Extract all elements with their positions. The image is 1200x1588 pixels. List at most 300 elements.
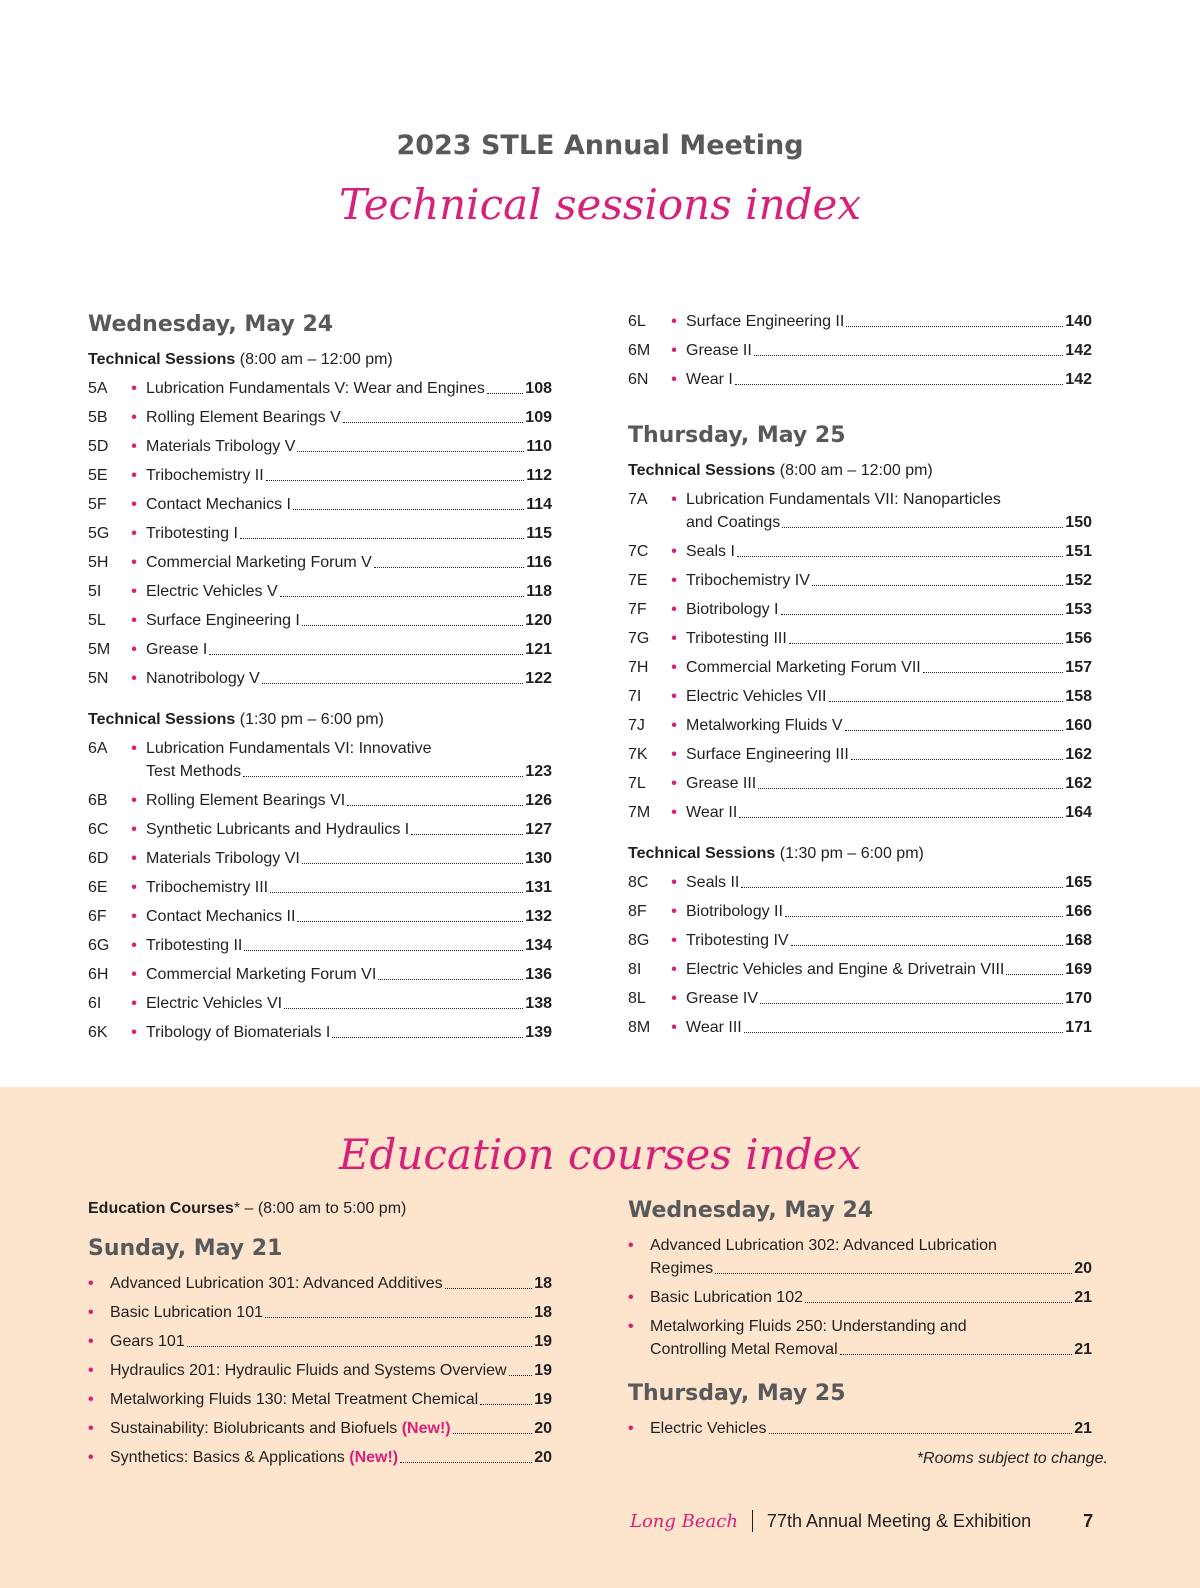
education-intro [88, 1197, 552, 1220]
leader-dots [302, 625, 523, 626]
title-text [146, 580, 278, 603]
session-row [88, 789, 552, 812]
subhead-bold: Technical Sessions [628, 845, 776, 862]
intro-bold: Education Courses [88, 1200, 234, 1217]
session-code: 7M [628, 804, 651, 821]
leader-dots [735, 384, 1063, 385]
title-line: Lubrication Fundamentals VI: Innovative [146, 740, 432, 757]
title-main: Seals II [686, 874, 740, 891]
edu-left-column [88, 1197, 552, 1475]
session-row [628, 310, 1092, 333]
title-text [686, 540, 735, 563]
session-title [146, 1021, 552, 1044]
session-title [146, 963, 552, 986]
session-list [628, 871, 1092, 1039]
title-main: Surface Engineering I [146, 612, 300, 629]
session-title [686, 310, 1092, 333]
page-ref: 166 [1065, 903, 1092, 920]
edu-right-column [628, 1196, 1092, 1446]
bullet-icon: • [671, 746, 677, 763]
course-title [650, 1417, 1092, 1440]
session-row [628, 627, 1092, 650]
page-ref: 114 [526, 496, 552, 513]
title-text [686, 743, 849, 766]
page-ref: 120 [525, 612, 552, 629]
title-main: Biotribology I [686, 601, 779, 618]
session-title [146, 876, 552, 899]
session-title [686, 958, 1092, 981]
title-text [650, 1417, 767, 1440]
bullet-icon: • [131, 879, 137, 896]
page-ref: 110 [526, 438, 552, 455]
session-row [88, 464, 552, 487]
title-text [650, 1286, 803, 1309]
session-title [686, 871, 1092, 894]
title-text [686, 368, 733, 391]
session-title [686, 569, 1092, 592]
course-title [110, 1359, 552, 1382]
leader-dots [845, 730, 1064, 731]
bullet-icon: • [88, 1420, 94, 1437]
session-code: 6I [88, 995, 102, 1012]
session-title [686, 339, 1092, 362]
leader-dots [791, 945, 1064, 946]
page-ref: 160 [1065, 717, 1092, 734]
session-row [88, 493, 552, 516]
title-main: Rolling Element Bearings VI [146, 792, 346, 809]
page-ref: 21 [1074, 1289, 1092, 1306]
leader-dots [840, 1354, 1073, 1355]
bullet-icon: • [671, 932, 677, 949]
session-code: 6A [88, 740, 108, 757]
session-title [686, 714, 1092, 737]
leader-dots [754, 355, 1063, 356]
session-code: 5M [88, 641, 111, 658]
session-title [686, 1016, 1092, 1039]
page-ref: 20 [1074, 1260, 1092, 1277]
leader-dots [302, 863, 523, 864]
session-title [686, 987, 1092, 1010]
session-code: 6B [88, 792, 108, 809]
title-main: Nanotribology V [146, 670, 260, 687]
title-text [686, 871, 739, 894]
bullet-icon: • [88, 1333, 94, 1350]
session-title [146, 522, 552, 545]
title-text: and Coatings [686, 514, 781, 531]
title-text [146, 1021, 330, 1044]
leader-dots [739, 817, 1063, 818]
page-ref: 152 [1065, 572, 1092, 589]
bullet-icon: • [671, 874, 677, 891]
title-text [110, 1446, 398, 1469]
leader-dots [737, 556, 1063, 557]
title-line-2 [686, 511, 1092, 534]
session-title [146, 789, 552, 812]
title-main: Surface Engineering II [686, 313, 845, 330]
title-text [146, 493, 291, 516]
page-ref: 19 [534, 1362, 552, 1379]
bullet-icon: • [671, 543, 677, 560]
title-main: Tribology of Biomaterials I [146, 1024, 331, 1041]
title-main: Surface Engineering III [686, 746, 849, 763]
page-ref: 121 [525, 641, 552, 658]
leader-dots [782, 527, 1063, 528]
bullet-icon: • [671, 371, 677, 388]
title-main: Rolling Element Bearings V [146, 409, 341, 426]
bullet-icon: • [131, 908, 137, 925]
leader-dots [785, 916, 1063, 917]
title-main: Wear III [686, 1019, 742, 1036]
session-code: 8L [628, 990, 646, 1007]
leader-dots [781, 614, 1064, 615]
footer-event: 77th Annual Meeting & Exhibition [766, 1510, 1032, 1531]
session-row [88, 737, 552, 783]
title-main: Metalworking Fluids V [686, 717, 843, 734]
session-title [686, 368, 1092, 391]
title-text [110, 1330, 185, 1353]
title-text [686, 958, 1004, 981]
course-title [650, 1315, 1092, 1361]
session-code: 7E [628, 572, 648, 589]
bullet-icon: • [671, 572, 677, 589]
day-heading: Wednesday, May 24 [628, 1198, 874, 1223]
title-main: Tribotesting III [686, 630, 787, 647]
title-main: Wear II [686, 804, 738, 821]
session-code: 5F [88, 496, 107, 513]
page-ref: 162 [1065, 746, 1092, 763]
session-title [686, 627, 1092, 650]
page-ref: 21 [1074, 1341, 1092, 1358]
course-title [110, 1272, 552, 1295]
title-text [146, 667, 260, 690]
session-code: 6D [88, 850, 109, 867]
page-ref: 150 [1065, 514, 1092, 531]
session-title [146, 580, 552, 603]
session-row [628, 801, 1092, 824]
session-block-heading [88, 348, 552, 371]
leader-dots [760, 1003, 1063, 1004]
title-main: Commercial Marketing Forum V [146, 554, 372, 571]
title-text [146, 847, 300, 870]
session-title [146, 406, 552, 429]
leader-dots [744, 1032, 1064, 1033]
session-code: 6H [88, 966, 109, 983]
bullet-icon: • [671, 313, 677, 330]
session-code: 6C [88, 821, 109, 838]
bullet-icon: • [88, 1362, 94, 1379]
page-ref: 132 [525, 908, 552, 925]
leader-dots [769, 1433, 1073, 1434]
title-text [146, 876, 268, 899]
subhead-time: (8:00 am – 12:00 pm) [235, 351, 393, 368]
page-ref: 18 [534, 1304, 552, 1321]
page-ref: 168 [1065, 932, 1092, 949]
subhead-time: (8:00 am – 12:00 pm) [775, 462, 933, 479]
rooms-note: *Rooms subject to change. [916, 1450, 1108, 1467]
leader-dots [209, 654, 523, 655]
title-line: Advanced Lubrication 302: Advanced Lubrication [650, 1237, 997, 1254]
session-title [146, 551, 552, 574]
bullet-icon: • [671, 342, 677, 359]
page-ref: 18 [534, 1275, 552, 1292]
title-main: Electric Vehicles VI [146, 995, 283, 1012]
course-list [88, 1272, 552, 1469]
bullet-icon: • [131, 641, 137, 658]
session-code: 5L [88, 612, 106, 629]
page-ref: 21 [1074, 1420, 1092, 1437]
session-row [628, 656, 1092, 679]
session-code: 5A [88, 380, 108, 397]
bullet-icon: • [88, 1449, 94, 1466]
session-code: 5I [88, 583, 102, 600]
bullet-icon: • [131, 1024, 137, 1041]
session-code: 5N [88, 670, 109, 687]
leader-dots [280, 596, 525, 597]
bullet-icon: • [628, 1318, 634, 1335]
title-text [146, 609, 300, 632]
title-main: Electric Vehicles [650, 1420, 767, 1437]
session-code: 7G [628, 630, 650, 647]
title-text [686, 685, 827, 708]
bullet-icon: • [131, 966, 137, 983]
technical-sessions-title: Technical sessions index [338, 180, 862, 229]
leader-dots [923, 672, 1064, 673]
course-title [110, 1330, 552, 1353]
title-text [686, 772, 756, 795]
leader-dots [445, 1288, 533, 1289]
subhead-bold: Technical Sessions [88, 711, 236, 728]
bullet-icon: • [671, 961, 677, 978]
title-main: Gears 101 [110, 1333, 185, 1350]
session-title [686, 801, 1092, 824]
title-main: Advanced Lubrication 301: Advanced Additives [110, 1275, 443, 1292]
title-main: Seals I [686, 543, 735, 560]
page-ref: 127 [525, 821, 552, 838]
day-heading: Thursday, May 25 [628, 423, 846, 448]
page-footer [630, 1506, 1093, 1536]
session-code: 5B [88, 409, 108, 426]
session-title [686, 685, 1092, 708]
session-row [88, 638, 552, 661]
title-main: Contact Mechanics II [146, 908, 296, 925]
bullet-icon: • [671, 630, 677, 647]
session-title [146, 609, 552, 632]
session-row [628, 929, 1092, 952]
session-row [628, 871, 1092, 894]
subhead-bold: Technical Sessions [88, 351, 236, 368]
leader-dots [270, 892, 523, 893]
page-ref: 19 [534, 1333, 552, 1350]
bullet-icon: • [131, 740, 137, 757]
title-main: Metalworking Fluids 130: Metal Treatment Chemical [110, 1391, 479, 1408]
bullet-icon: • [131, 670, 137, 687]
title-main: Materials Tribology VI [146, 850, 300, 867]
title-main: Synthetic Lubricants and Hydraulics I [146, 821, 410, 838]
bullet-icon: • [131, 850, 137, 867]
session-block-heading [628, 459, 1092, 482]
session-row [628, 958, 1092, 981]
session-row [628, 540, 1092, 563]
bullet-icon: • [671, 717, 677, 734]
session-code: 7C [628, 543, 649, 560]
bullet-icon: • [671, 1019, 677, 1036]
session-row [628, 772, 1092, 795]
page-ref: 139 [525, 1024, 552, 1041]
session-row [628, 743, 1092, 766]
leader-dots [487, 393, 523, 394]
session-code: 5H [88, 554, 109, 571]
session-code: 8G [628, 932, 650, 949]
title-main: Electric Vehicles VII [686, 688, 827, 705]
session-row [628, 1016, 1092, 1039]
session-code: 6L [628, 313, 646, 330]
title-text [110, 1272, 443, 1295]
leader-dots [293, 509, 524, 510]
leader-dots [332, 1037, 523, 1038]
day-heading: Sunday, May 21 [88, 1236, 283, 1261]
bullet-icon: • [131, 995, 137, 1012]
title-text [146, 522, 238, 545]
title-text [110, 1301, 263, 1324]
title-line: Metalworking Fluids 250: Understanding and [650, 1318, 967, 1335]
course-row [88, 1272, 552, 1295]
session-code: 5E [88, 467, 108, 484]
page-ref: 153 [1065, 601, 1092, 618]
bullet-icon: • [671, 601, 677, 618]
session-title [686, 598, 1092, 621]
bullet-icon: • [131, 554, 137, 571]
education-courses-title: Education courses index [338, 1130, 862, 1179]
page-number: 7 [1083, 1510, 1094, 1531]
title-text [146, 435, 295, 458]
session-title [146, 493, 552, 516]
leader-dots [1006, 974, 1063, 975]
title-text [110, 1359, 507, 1382]
tech-right-column [628, 310, 1092, 1045]
page-ref: 170 [1065, 990, 1092, 1007]
bullet-icon: • [131, 583, 137, 600]
title-main: Biotribology II [686, 903, 783, 920]
session-title [146, 464, 552, 487]
session-row [88, 1021, 552, 1044]
leader-dots [343, 422, 524, 423]
page-ref: 142 [1065, 371, 1092, 388]
page-ref: 122 [525, 670, 552, 687]
leader-dots [411, 834, 523, 835]
session-row [88, 377, 552, 400]
session-row [88, 667, 552, 690]
session-row [628, 488, 1092, 534]
title-text [146, 789, 345, 812]
leader-dots [851, 759, 1064, 760]
title-text [146, 963, 376, 986]
bullet-icon: • [88, 1304, 94, 1321]
session-row [628, 714, 1092, 737]
leader-dots [480, 1404, 532, 1405]
session-row [88, 818, 552, 841]
bullet-icon: • [131, 937, 137, 954]
bullet-icon: • [131, 821, 137, 838]
leader-dots [846, 326, 1063, 327]
session-code: 7L [628, 775, 646, 792]
bullet-icon: • [131, 409, 137, 426]
title-main: Synthetics: Basics & Applications [110, 1449, 350, 1466]
session-title [146, 992, 552, 1015]
bullet-icon: • [88, 1275, 94, 1292]
title-main: Grease IV [686, 990, 759, 1007]
session-row [628, 685, 1092, 708]
session-list [88, 377, 552, 690]
title-main: Tribotesting IV [686, 932, 789, 949]
session-title [686, 900, 1092, 923]
bullet-icon: • [671, 903, 677, 920]
page-ref: 109 [525, 409, 552, 426]
session-code: 5G [88, 525, 110, 542]
leader-dots [265, 1317, 532, 1318]
page-ref: 131 [525, 879, 552, 896]
new-badge: (New!) [401, 1420, 451, 1437]
session-title [146, 905, 552, 928]
page-ref: 108 [525, 380, 552, 397]
footer-location: Long Beach [630, 1510, 738, 1532]
session-row [88, 522, 552, 545]
title-text [686, 656, 921, 679]
session-code: 8I [628, 961, 642, 978]
course-row [88, 1417, 552, 1440]
course-row [628, 1417, 1092, 1440]
session-title [686, 743, 1092, 766]
session-code: 7J [628, 717, 645, 734]
title-line-2 [650, 1338, 1092, 1361]
title-main: Commercial Marketing Forum VI [146, 966, 377, 983]
session-title [686, 488, 1092, 534]
page-ref: 169 [1065, 961, 1092, 978]
title-main: Materials Tribology V [146, 438, 296, 455]
leader-dots [829, 701, 1064, 702]
subhead-time: (1:30 pm – 6:00 pm) [235, 711, 384, 728]
title-line-2 [650, 1257, 1092, 1280]
course-row [88, 1301, 552, 1324]
title-main: Hydraulics 201: Hydraulic Fluids and Systems Overview [110, 1362, 507, 1379]
session-code: 6K [88, 1024, 108, 1041]
page-ref: 151 [1065, 543, 1092, 560]
course-title [110, 1446, 552, 1469]
page-ref: 140 [1065, 313, 1092, 330]
bullet-icon: • [628, 1289, 634, 1306]
title-text [110, 1388, 478, 1411]
session-code: 6M [628, 342, 651, 359]
leader-dots [284, 1008, 523, 1009]
session-row [88, 847, 552, 870]
title-line: Lubrication Fundamentals VII: Nanoparticles [686, 491, 1001, 508]
session-code: 6G [88, 937, 110, 954]
title-text [686, 569, 810, 592]
page-ref: 115 [526, 525, 552, 542]
title-text [686, 310, 844, 333]
leader-dots [240, 538, 524, 539]
page-ref: 171 [1065, 1019, 1092, 1036]
session-code: 6E [88, 879, 108, 896]
title-line-2 [146, 760, 552, 783]
leader-dots [297, 451, 524, 452]
title-text [146, 905, 295, 928]
course-row [88, 1330, 552, 1353]
title-text: Controlling Metal Removal [650, 1341, 838, 1358]
bullet-icon: • [131, 792, 137, 809]
title-text [686, 598, 779, 621]
title-text [686, 987, 758, 1010]
session-row [88, 905, 552, 928]
